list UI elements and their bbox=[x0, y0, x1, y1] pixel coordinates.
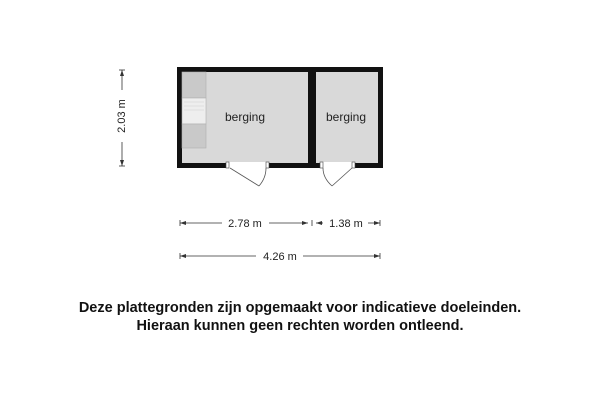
door-opening-right bbox=[322, 162, 354, 169]
disclaimer-line-1: Deze plattegronden zijn opgemaakt voor indicatieve doeleinden. bbox=[78, 300, 522, 316]
room-label-right: berging bbox=[325, 110, 367, 124]
room-label-left: berging bbox=[224, 110, 266, 124]
shelving-unit bbox=[182, 72, 206, 148]
door-swing-right bbox=[323, 168, 352, 186]
height-dimension-label: 2.03 m bbox=[115, 99, 128, 133]
disclaimer-line-2: Hieraan kunnen geen rechten worden ontleend. bbox=[136, 318, 464, 334]
width-right-label: 1.38 m bbox=[329, 218, 363, 230]
total-width-label: 4.26 m bbox=[263, 251, 297, 263]
door-swing-left bbox=[230, 168, 266, 186]
door-opening-left bbox=[228, 162, 268, 169]
width-left-label: 2.78 m bbox=[228, 218, 262, 230]
